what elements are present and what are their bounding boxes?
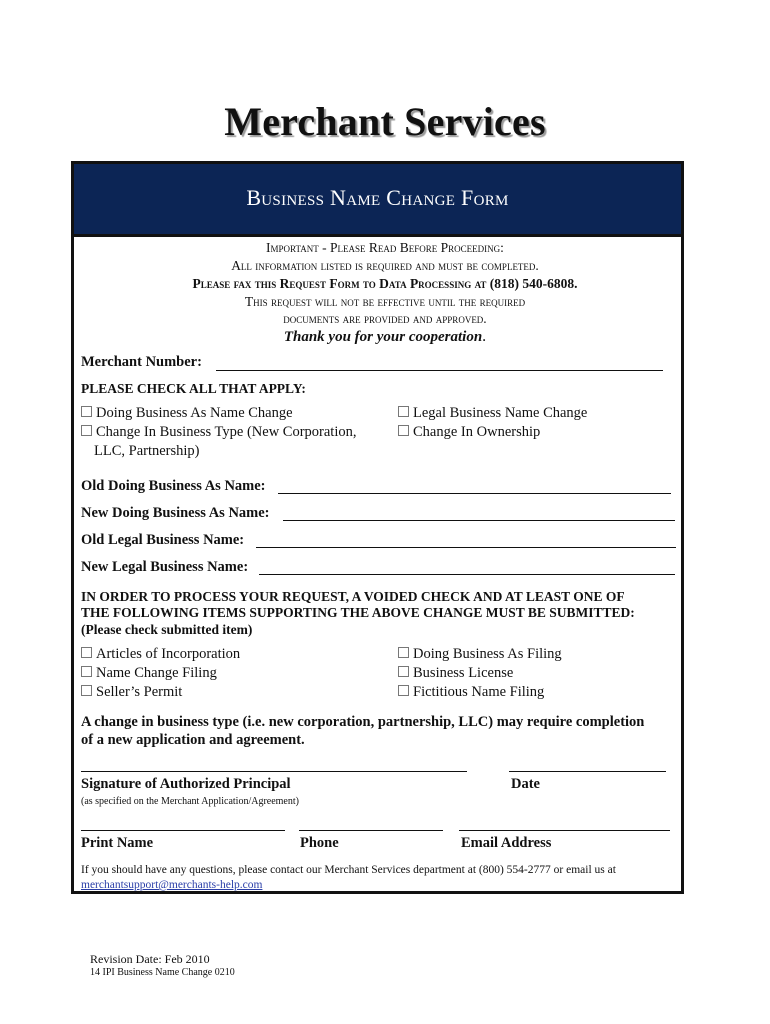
option-ownership-change[interactable]: Change In Ownership — [398, 424, 540, 441]
old-dba-field[interactable] — [278, 493, 671, 494]
process-notice-3: (Please check submitted item) — [81, 622, 253, 637]
old-dba-label: Old Doing Business As Name: — [81, 478, 266, 494]
doc-articles[interactable]: Articles of Incorporation — [81, 646, 240, 663]
email-field[interactable] — [459, 830, 670, 831]
new-dba-field[interactable] — [283, 520, 675, 521]
checkbox-icon[interactable] — [81, 666, 92, 677]
email-label: Email Address — [461, 835, 552, 851]
checkbox-icon[interactable] — [398, 425, 409, 436]
type-notice-1: A change in business type (i.e. new corporation, partnership, LLC) may require completion — [81, 714, 645, 730]
checkbox-icon[interactable] — [81, 425, 92, 436]
phone-field[interactable] — [299, 830, 443, 831]
merchant-number-label: Merchant Number: — [81, 354, 202, 370]
option-type-change[interactable]: Change In Business Type (New Corporation, — [81, 424, 356, 441]
form-banner — [74, 164, 681, 237]
check-all-heading: PLEASE CHECK ALL THAT APPLY: — [81, 381, 306, 396]
thanks-period: . — [482, 328, 487, 345]
revision-date: Revision Date: Feb 2010 — [90, 952, 210, 966]
print-name-label: Print Name — [81, 835, 154, 851]
checkbox-icon[interactable] — [398, 666, 409, 677]
merchant-number-field[interactable] — [216, 370, 663, 371]
old-legal-field[interactable] — [256, 547, 676, 548]
date-field[interactable] — [509, 771, 666, 772]
notice-line-2: All information listed is required and must be completed. — [231, 258, 539, 273]
checkbox-icon[interactable] — [398, 406, 409, 417]
process-notice-2: THE FOLLOWING ITEMS SUPPORTING THE ABOVE CHANGE MUST BE SUBMITTED: — [81, 605, 635, 620]
thanks-line — [0, 328, 770, 346]
notice-line-4: This request will not be effective until the required — [244, 294, 526, 309]
signature-label: Signature of Authorized Principal — [81, 776, 291, 792]
new-dba-label: New Doing Business As Name: — [81, 505, 270, 521]
checkbox-icon[interactable] — [81, 647, 92, 658]
checkbox-icon[interactable] — [81, 406, 92, 417]
option-dba-change[interactable]: Doing Business As Name Change — [81, 405, 293, 422]
form-code: 14 IPI Business Name Change 0210 — [90, 967, 235, 978]
contact-email-link[interactable]: merchantsupport@merchants-help.com — [81, 879, 263, 891]
type-notice-2: of a new application and agreement. — [81, 732, 305, 748]
checkbox-icon[interactable] — [81, 685, 92, 696]
phone-label: Phone — [300, 835, 339, 851]
thanks-text: Thank you for your cooperation — [283, 329, 483, 345]
doc-name-filing[interactable]: Name Change Filing — [81, 665, 217, 682]
signature-note: (as specified on the Merchant Application/Agreement) — [81, 796, 299, 807]
new-legal-field[interactable] — [259, 574, 675, 575]
doc-dba-filing[interactable]: Doing Business As Filing — [398, 646, 562, 663]
notice-line-3: Please fax this Request Form to Data Processing at (818) 540-6808. — [192, 276, 578, 291]
notice-line-1: Important - Please Read Before Proceeding: — [266, 240, 504, 255]
checkbox-icon[interactable] — [398, 647, 409, 658]
doc-sellers-permit[interactable]: Seller’s Permit — [81, 684, 182, 701]
print-name-field[interactable] — [81, 830, 285, 831]
doc-business-license[interactable]: Business License — [398, 665, 513, 682]
checkbox-icon[interactable] — [398, 685, 409, 696]
contact-text: If you should have any questions, please contact our Merchant Services department at (800) 554-2777 or email us at — [81, 864, 616, 876]
signature-field[interactable] — [81, 771, 467, 772]
option-legal-change[interactable]: Legal Business Name Change — [398, 405, 587, 422]
doc-fictitious[interactable]: Fictitious Name Filing — [398, 684, 544, 701]
form-title: Business Name Change Form — [246, 185, 509, 210]
new-legal-label: New Legal Business Name: — [81, 559, 249, 575]
date-label: Date — [511, 776, 540, 792]
notice-line-5: documents are provided and approved. — [283, 311, 487, 326]
old-legal-label: Old Legal Business Name: — [81, 532, 245, 548]
process-notice-1: IN ORDER TO PROCESS YOUR REQUEST, A VOIDED CHECK AND AT LEAST ONE OF — [81, 589, 625, 604]
page-title: Merchant Services — [224, 99, 546, 144]
option-type-change-cont: LLC, Partnership) — [94, 443, 200, 459]
